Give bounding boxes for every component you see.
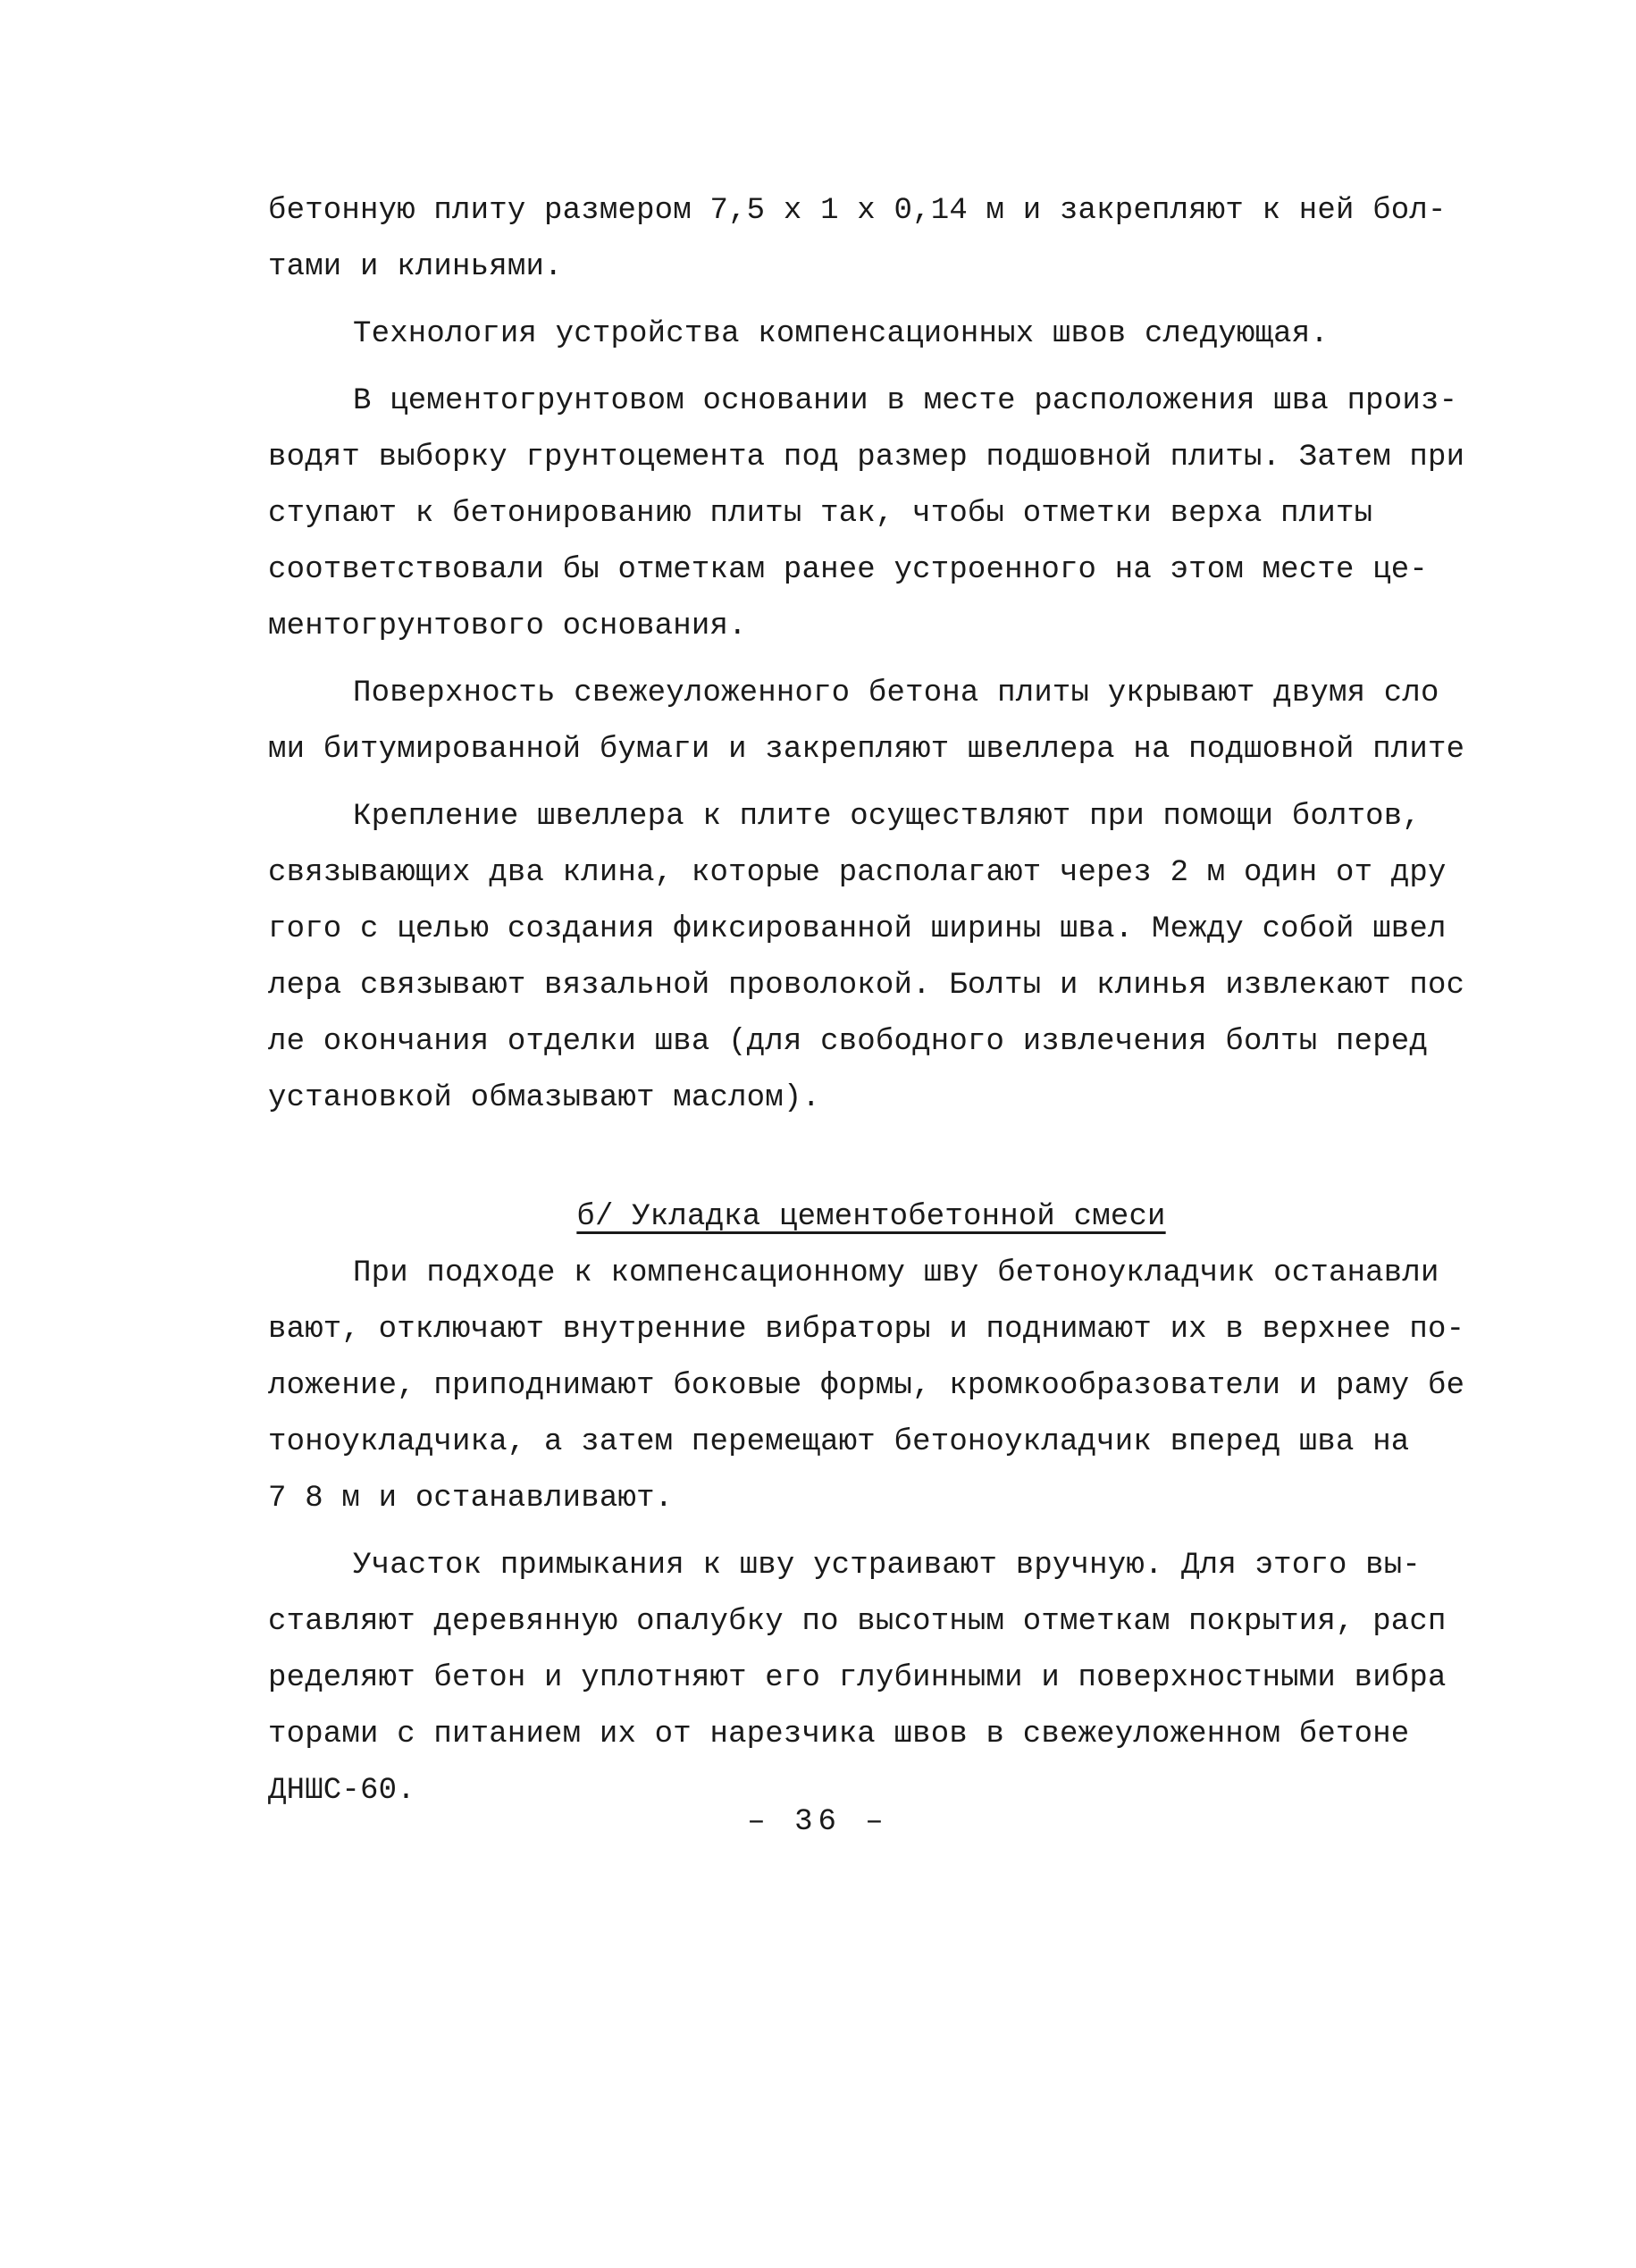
page-number: – 36 –	[747, 1805, 889, 1839]
paragraph-line: ступают к бетонированию плиты так, чтобы отметки верха плиты	[268, 497, 1373, 531]
paragraph-line: связывающих два клина, которые располагают через 2 м один от дру	[268, 856, 1447, 890]
section-heading	[268, 1189, 1439, 1246]
paragraph-line: ми битумированной бумаги и закрепляют швеллера на подшовной плите	[268, 733, 1465, 767]
paragraph-line: ложение, приподнимают боковые формы, кромкообразователи и раму бе	[268, 1369, 1465, 1403]
paragraph-line: ставляют деревянную опалубку по высотным отметкам покрытия, расп	[268, 1605, 1447, 1639]
paragraph-line: лера связывают вязальной проволокой. Болты и клинья извлекают пос	[268, 969, 1465, 1003]
paragraph-line: соответствовали бы отметкам ранее устроенного на этом месте це-	[268, 553, 1429, 587]
paragraph-line: Крепление швеллера к плите осуществляют при помощи болтов,	[353, 800, 1421, 834]
paragraph-line: водят выборку грунтоцемента под размер подшовной плиты. Затем при	[268, 441, 1465, 475]
paragraph-line: ДНШС-60.	[268, 1774, 415, 1808]
paragraph-line: В цементогрунтовом основании в месте расположения шва произ-	[353, 384, 1458, 418]
paragraph-line: 7 8 м и останавливают.	[268, 1482, 674, 1516]
paragraph-line: вают, отключают внутренние вибраторы и поднимают их в верхнее по-	[268, 1313, 1465, 1347]
paragraph-line: ределяют бетон и уплотняют его глубинными и поверхностными вибра	[268, 1661, 1447, 1695]
paragraph-line: тоноукладчика, а затем перемещают бетоноукладчик вперед шва на	[268, 1425, 1410, 1459]
paragraph-line: гого с целью создания фиксированной ширины шва. Между собой швел	[268, 912, 1447, 946]
section-heading-text: б/ Укладка цементобетонной смеси	[576, 1200, 1166, 1234]
body-text	[268, 183, 1465, 1819]
paragraph-line: бетонную плиту размером 7,5 х 1 х 0,14 м и закрепляют к ней бол-	[268, 194, 1447, 228]
paragraph-line: ле окончания отделки шва (для свободного извлечения болты перед	[268, 1025, 1429, 1059]
paragraph-line: установкой обмазывают маслом).	[268, 1081, 821, 1115]
paragraph-line: Технология устройства компенсационных швов следующая.	[353, 317, 1329, 351]
paragraph-line: При подходе к компенсационному шву бетоноукладчик останавли	[353, 1256, 1439, 1290]
paragraph-line: ментогрунтового основания.	[268, 609, 747, 643]
paragraph-line: торами с питанием их от нарезчика швов в свежеуложенном бетоне	[268, 1718, 1410, 1751]
paragraph-line: Участок примыкания к шву устраивают вручную. Для этого вы-	[353, 1549, 1421, 1583]
paragraph-line: тами и клиньями.	[268, 250, 563, 284]
paragraph-line: Поверхность свежеуложенного бетона плиты укрывают двумя сло	[353, 676, 1439, 710]
